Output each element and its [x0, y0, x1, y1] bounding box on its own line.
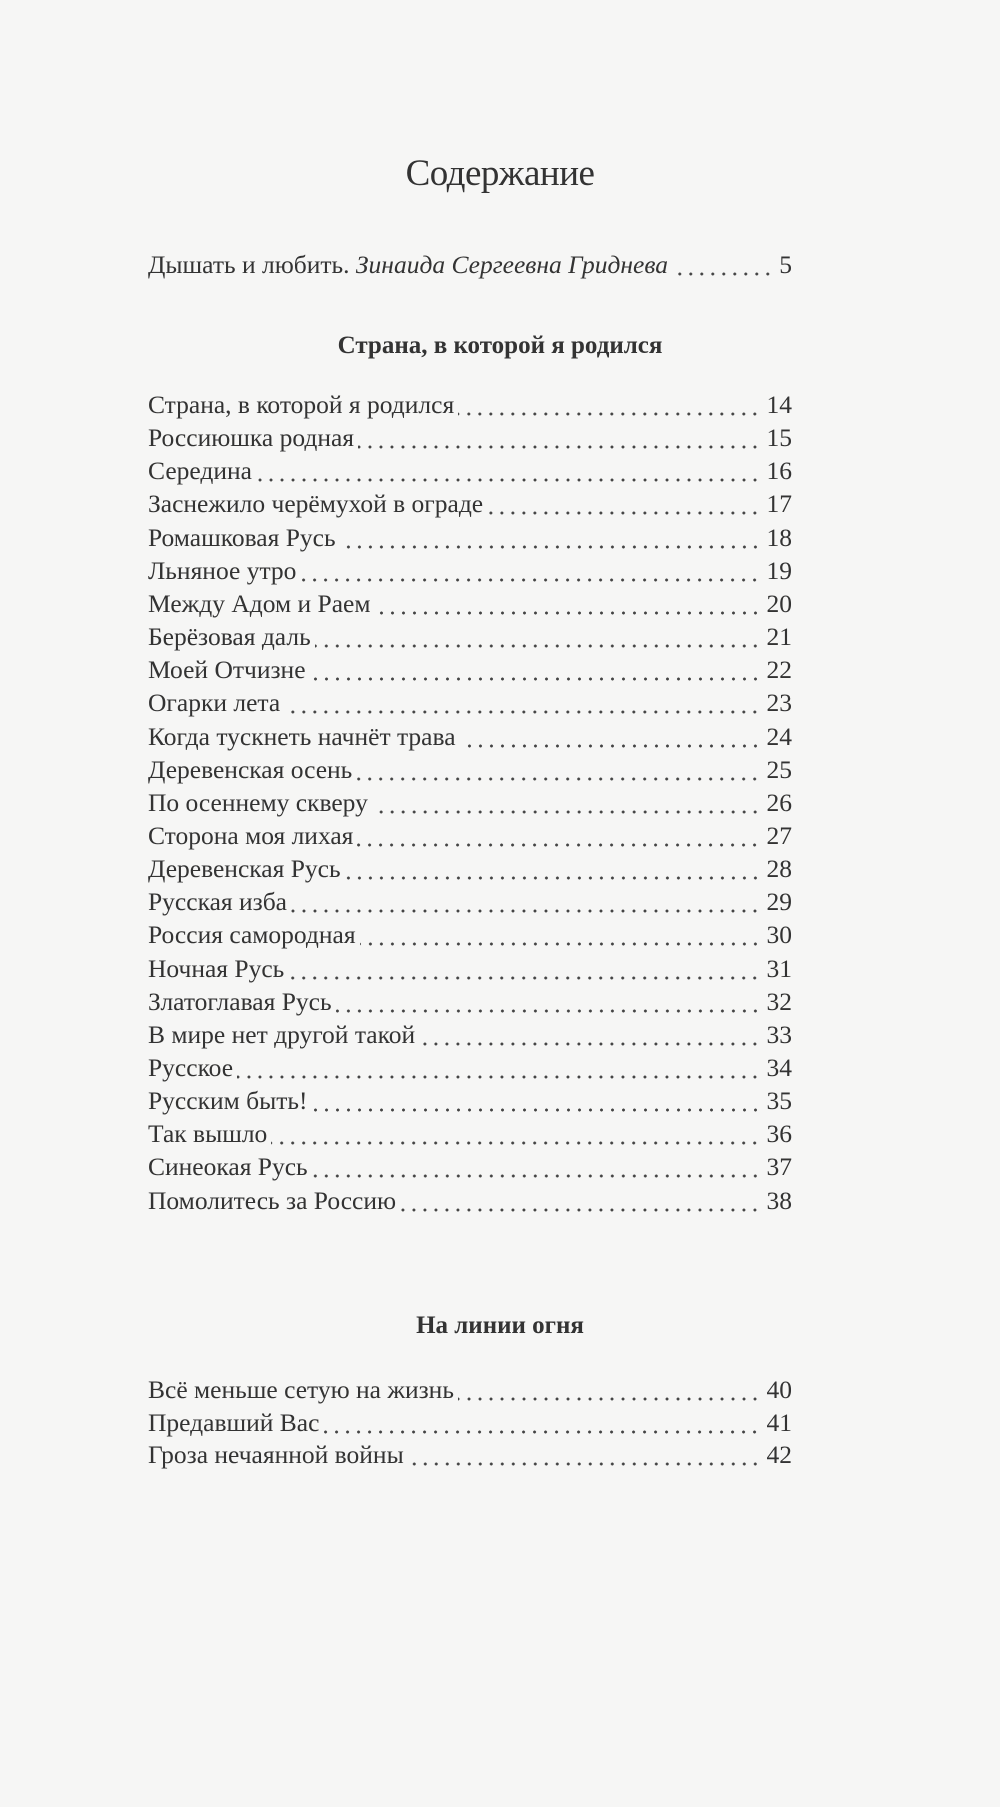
dot-leader — [340, 545, 761, 549]
toc-entry — [148, 755, 792, 789]
entry-title: Деревенская осень — [148, 754, 353, 784]
toc-entry — [148, 622, 792, 656]
toc-entry — [148, 1186, 792, 1220]
dot-leader — [358, 445, 760, 449]
toc-entry — [148, 1119, 792, 1153]
toc-entry — [148, 1152, 792, 1186]
toc-entry — [148, 920, 792, 954]
dot-leader — [284, 710, 760, 714]
entry-title: Между Адом и Раем — [148, 588, 371, 618]
entry-title: Синеокая Русь — [148, 1152, 308, 1182]
dot-leader — [458, 412, 760, 416]
dot-leader — [360, 942, 761, 946]
entry-title: Русским быть! — [148, 1086, 308, 1116]
toc-entry — [148, 1440, 792, 1474]
entry-title: Ромашковая Русь — [148, 522, 336, 552]
entry-page: 19 — [766, 555, 792, 585]
entry-title: Огарки лета — [148, 688, 281, 718]
dot-leader — [271, 1141, 760, 1145]
entry-page: 34 — [766, 1053, 792, 1082]
entry-title: Льняное утро — [148, 555, 297, 585]
dot-leader — [310, 677, 761, 681]
section-heading: Страна, в которой я родился — [337, 332, 663, 359]
entry-title: По осеннему скверу — [148, 787, 368, 817]
toc-entry — [148, 655, 792, 689]
toc-entry — [148, 987, 792, 1021]
toc-entry — [148, 854, 792, 888]
toc-entry — [148, 489, 792, 523]
entry-page: 32 — [766, 986, 792, 1016]
dot-leader — [323, 1430, 760, 1434]
toc-entry — [148, 954, 792, 988]
toc-entry — [148, 1408, 792, 1442]
dot-leader — [315, 644, 761, 648]
toc-entry — [148, 556, 792, 590]
entry-title: В мире нет другой такой — [148, 1019, 416, 1049]
toc-entry — [148, 821, 792, 855]
dot-leader — [300, 578, 760, 582]
entry-page: 20 — [766, 588, 792, 618]
toc-entry — [148, 390, 792, 424]
entry-title: Дышать и любить. — [148, 250, 350, 279]
toc-entry — [148, 1020, 792, 1054]
entry-title: Деревенская Русь — [148, 854, 341, 884]
entry-page: 5 — [779, 250, 792, 279]
dot-leader — [419, 1042, 760, 1046]
dot-leader — [460, 744, 761, 748]
dot-leader — [312, 1108, 761, 1112]
entry-title: Заснежило черёмухой в ограде — [148, 489, 484, 519]
entry-title: Когда тускнеть начнёт трава — [148, 721, 456, 751]
toc-entry-intro — [148, 250, 792, 284]
entry-title: Предавший Вас — [148, 1407, 320, 1437]
entry-page: 21 — [766, 622, 792, 652]
entry-title: Сторона моя лихая — [148, 820, 354, 850]
entry-page: 38 — [766, 1185, 792, 1215]
entry-title: Россиюшка родная — [148, 423, 355, 453]
toc-entry — [148, 688, 792, 722]
entry-page: 31 — [766, 953, 792, 983]
entry-page: 27 — [766, 820, 792, 850]
dot-leader — [458, 1397, 761, 1401]
entry-page: 24 — [766, 721, 792, 751]
dot-leader — [356, 777, 760, 781]
entry-page: 25 — [766, 754, 792, 784]
entry-page: 28 — [766, 854, 792, 884]
entry-title: Россия самородная — [148, 920, 356, 950]
entry-title: Всё меньше сетую на жизнь — [148, 1375, 454, 1404]
entry-title: Моей Отчизне — [148, 655, 306, 685]
dot-leader — [312, 1174, 761, 1178]
entry-title: Помолитесь за Россию — [148, 1185, 397, 1215]
toc-entry — [148, 887, 792, 921]
entry-page: 29 — [766, 887, 792, 917]
dot-leader — [256, 478, 761, 482]
entry-author: Зинаида Сергеевна Гриднева — [355, 250, 668, 279]
toc-entry — [148, 523, 792, 557]
dot-leader — [372, 810, 761, 814]
toc-entry — [148, 722, 792, 756]
dot-leader — [375, 611, 761, 615]
entry-page: 33 — [766, 1019, 792, 1049]
toc-entry — [148, 1086, 792, 1120]
toc-entry — [148, 1053, 792, 1087]
dot-leader — [288, 976, 760, 980]
entry-page: 14 — [766, 390, 792, 419]
dot-leader — [672, 272, 773, 276]
entry-page: 17 — [766, 489, 792, 519]
entry-page: 30 — [766, 920, 792, 950]
entry-title: Так вышло — [148, 1119, 268, 1149]
entry-page: 26 — [766, 787, 792, 817]
entry-page: 16 — [766, 456, 792, 486]
entry-title: Златоглавая Русь — [148, 986, 332, 1016]
entry-page: 40 — [766, 1375, 792, 1404]
dot-leader — [400, 1208, 760, 1212]
entry-title: Русское — [148, 1053, 234, 1082]
entry-title: Гроза нечаянной войны — [148, 1440, 404, 1469]
entry-page: 35 — [766, 1086, 792, 1116]
entry-page: 18 — [766, 522, 792, 552]
toc-entry — [148, 589, 792, 623]
entry-page: 41 — [766, 1407, 792, 1437]
dot-leader — [237, 1075, 760, 1079]
dot-leader — [345, 876, 761, 880]
toc-entry — [148, 1375, 792, 1409]
entry-page: 42 — [766, 1440, 792, 1469]
dot-leader — [408, 1462, 761, 1466]
entry-title: Середина — [148, 456, 252, 486]
toc-entry — [148, 423, 792, 457]
dot-leader — [357, 843, 760, 847]
dot-leader — [336, 1009, 761, 1013]
entry-title: Русская изба — [148, 887, 288, 917]
entry-title: Страна, в которой я родился — [148, 390, 455, 419]
dot-leader — [487, 511, 760, 515]
toc-entry — [148, 456, 792, 490]
entry-page: 36 — [766, 1119, 792, 1149]
entry-page: 15 — [766, 423, 792, 453]
entry-title: Берёзовая даль — [148, 622, 311, 652]
entry-title: Ночная Русь — [148, 953, 285, 983]
page-title: Содержание — [405, 153, 595, 194]
dot-leader — [291, 909, 760, 913]
entry-page: 22 — [766, 655, 792, 685]
entry-page: 23 — [766, 688, 792, 718]
section-heading: На линии огня — [416, 1312, 584, 1339]
entry-page: 37 — [766, 1152, 792, 1182]
toc-entry — [148, 788, 792, 822]
